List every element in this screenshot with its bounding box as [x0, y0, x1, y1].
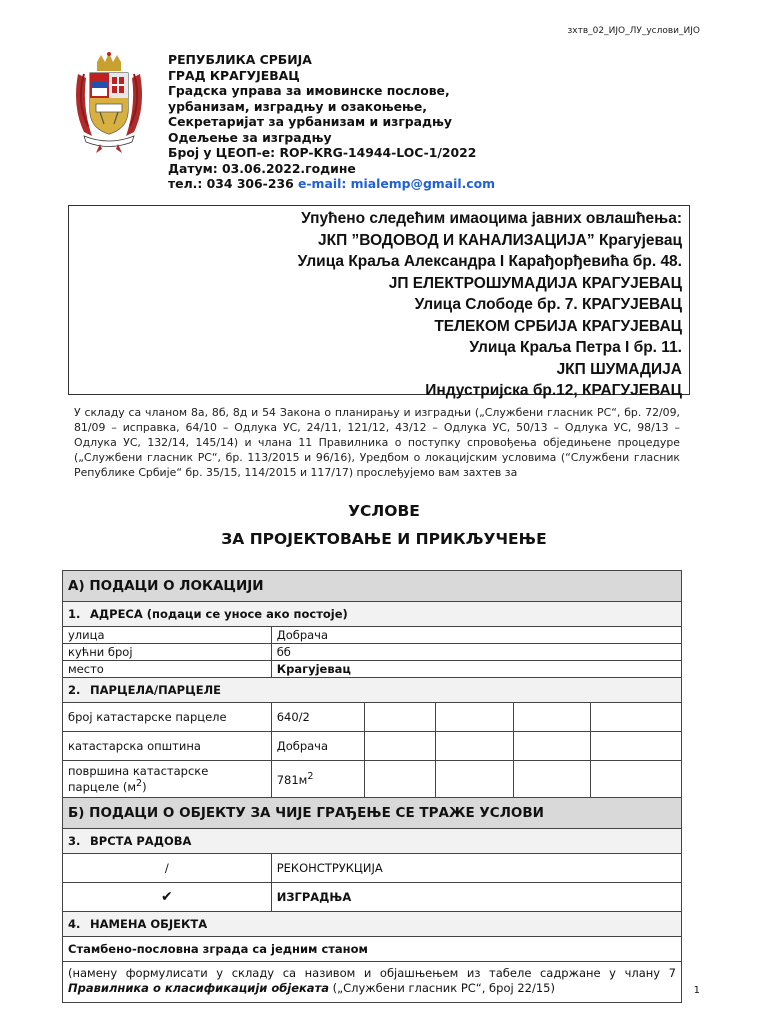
parcel-area-label [63, 761, 272, 798]
parcel-heading [63, 678, 682, 703]
recipient-line: Улица Краља Александра I Карађорђевића бр. 48. [297, 253, 682, 270]
area-extra[interactable] [591, 761, 682, 798]
recipient-line: ЈКП ”ВОДОВОД И КАНАЛИЗАЦИЈА” Крагујевац [317, 231, 682, 249]
table-row [63, 962, 682, 1003]
header-line: урбанизам, изградњу и озакоњење, [168, 98, 427, 114]
area-extra[interactable] [364, 761, 436, 798]
section-b-heading: Б) ПОДАЦИ О ОБЈЕКТУ ЗА ЧИЈЕ ГРАЂЕЊЕ СЕ ТРАЖЕ УСЛОВИ [63, 798, 682, 829]
table-row [63, 761, 682, 798]
section-a-heading-row [63, 571, 682, 602]
construction-checkbox[interactable]: ✔ [63, 883, 272, 912]
parcel-heading-row [63, 678, 682, 703]
table-row [63, 854, 682, 883]
document-subtitle: ЗА ПРОЈЕКТОВАЊЕ И ПРИКЉУЧЕЊЕ [221, 530, 547, 548]
construction-label: ИЗГРАДЊА [271, 883, 681, 912]
area-value: 781м [276, 772, 308, 787]
page-number: 1 [693, 985, 700, 996]
subsection-number: 1. [68, 607, 81, 621]
street-label: улица [63, 627, 272, 644]
table-row [63, 661, 682, 678]
place-label: место [63, 661, 272, 678]
municipality-extra[interactable] [514, 732, 591, 761]
area-extra[interactable] [436, 761, 514, 798]
recipient-line: ЈКП ШУМАДИЈА [556, 360, 682, 378]
document-title: УСЛОВЕ [348, 502, 420, 520]
parcel-number-extra[interactable] [514, 703, 591, 732]
recipient-line: Упућено следећим имаоцима јавних овлашћења: [301, 210, 682, 227]
area-label-line: парцеле (м [68, 779, 137, 794]
header-line: ГРАД КРАГУЈЕВАЦ [168, 67, 300, 83]
area-extra[interactable] [514, 761, 591, 798]
table-row [63, 703, 682, 732]
coat-of-arms-icon [70, 52, 148, 154]
table-row [63, 937, 682, 962]
parcel-number-extra[interactable] [364, 703, 436, 732]
recipient-line: Улица Слободе бр. 7. КРАГУЈЕВАЦ [414, 296, 682, 313]
reconstruction-checkbox[interactable]: / [63, 854, 272, 883]
parcel-number-extra[interactable] [591, 703, 682, 732]
subsection-title: ВРСТА РАДОВА [90, 834, 192, 848]
house-number-label: кућни број [63, 644, 272, 661]
cadastral-municipality-label: катастарска општина [63, 732, 272, 761]
subsection-number: 3. [68, 834, 81, 848]
cadastral-municipality-value[interactable]: Добрача [271, 732, 364, 761]
recipient-line: ЈП ЕЛЕКТРОШУМАДИЈА КРАГУЈЕВАЦ [388, 274, 682, 292]
header-line: Одељење за изградњу [168, 129, 332, 145]
recipient-line: ТЕЛЕКОМ СРБИЈА КРАГУЈЕВАЦ [434, 317, 682, 335]
subsection-title: ПАРЦЕЛА/ПАРЦЕЛЕ [90, 683, 222, 697]
area-label-sup: 2 [136, 778, 143, 790]
purpose-heading-row [63, 912, 682, 937]
contact-line [168, 176, 495, 192]
table-row [63, 732, 682, 761]
case-number: Број у ЦЕОП-е: ROP-KRG-14944-LOC-1/2022 [168, 145, 477, 160]
crest-shield [90, 73, 128, 134]
work-type-heading [63, 829, 682, 854]
note-text: (намену формулисати у складу са називом и објашњењем из табеле садржане у члану 7 [68, 966, 676, 980]
request-form-table [62, 570, 682, 1003]
subsection-number: 4. [68, 917, 81, 931]
recipient-line: Индустријска бр.12, КРАГУЈЕВАЦ [425, 382, 682, 399]
document-date: Датум: 03.06.2022.године [168, 160, 356, 176]
phone-number: тел.: 034 306-236 [168, 176, 294, 191]
header-line: Градска управа за имовинске послове, [168, 83, 450, 98]
table-row [63, 644, 682, 661]
purpose-note [63, 962, 682, 1003]
crest-crown [97, 52, 121, 71]
recipient-line: Улица Краља Петра I бр. 11. [469, 339, 682, 356]
area-value-sup: 2 [307, 771, 314, 783]
subsection-title: АДРЕСА (подаци се уносе ако постоје) [90, 607, 348, 621]
note-regulation-title: Правилника о класификацији објеката [68, 981, 329, 995]
parcel-number-label: број катастарске парцеле [63, 703, 272, 732]
street-value[interactable]: Добрача [271, 627, 681, 644]
area-label-close: ) [142, 779, 147, 794]
subsection-number: 2. [68, 683, 81, 697]
section-a-heading: А) ПОДАЦИ О ЛОКАЦИЈИ [63, 571, 682, 602]
parcel-number-extra[interactable] [436, 703, 514, 732]
section-b-heading-row [63, 798, 682, 829]
header-line: Секретаријат за урбанизам и изградњу [168, 114, 452, 129]
header-line: РЕПУБЛИКА СРБИЈА [168, 52, 312, 67]
area-label-line: површина катастарске [68, 764, 209, 779]
subsection-title: НАМЕНА ОБЈЕКТА [90, 917, 208, 931]
municipality-extra[interactable] [436, 732, 514, 761]
address-heading [63, 602, 682, 627]
parcel-number-value[interactable]: 640/2 [271, 703, 364, 732]
note-text: („Службени гласник РС“, број 22/15) [329, 981, 555, 995]
building-purpose-value[interactable]: Стамбено-пословна зграда са једним станом [63, 937, 682, 962]
reconstruction-label: РЕКОНСТРУКЦИЈА [271, 854, 681, 883]
institution-header [168, 52, 495, 192]
recipients-box [68, 205, 690, 399]
municipality-extra[interactable] [364, 732, 436, 761]
document-code: зхтв_02_ИЈО_ЛУ_услови_ИЈО [567, 26, 700, 36]
place-value[interactable]: Крагујевац [271, 661, 681, 678]
table-row [63, 883, 682, 912]
crest-banner [84, 136, 134, 153]
legal-basis-paragraph: У складу са чланом 8а, 8б, 8д и 54 Закона о планирању и изградњи („Службени гласник РС“, бр. 72/09, 81/09 – исправка, 64/10 – Одлука УС, 24/11, 121/12, 43/12 – Одлука УС, 50/13 – Одлука УС, 98/13 – Одлука УС, 132/14, 145/14) и члана 11 Правилника о поступку спровођења обједињене процедуре („Службени гласник РС“, бр. 113/2015 и 96/16), Уредбом о локацијским условима (“Службени гласник Републике Србије“ бр. 35/15, 114/2015 и 117/17) прослеђујемо вам захтев за [74, 406, 680, 479]
house-number-value[interactable]: бб [271, 644, 681, 661]
parcel-area-value[interactable] [271, 761, 364, 798]
purpose-heading [63, 912, 682, 937]
municipality-extra[interactable] [591, 732, 682, 761]
table-row [63, 627, 682, 644]
email-link[interactable]: e-mail: mialemp@gmail.com [298, 176, 496, 191]
address-heading-row [63, 602, 682, 627]
work-type-heading-row [63, 829, 682, 854]
